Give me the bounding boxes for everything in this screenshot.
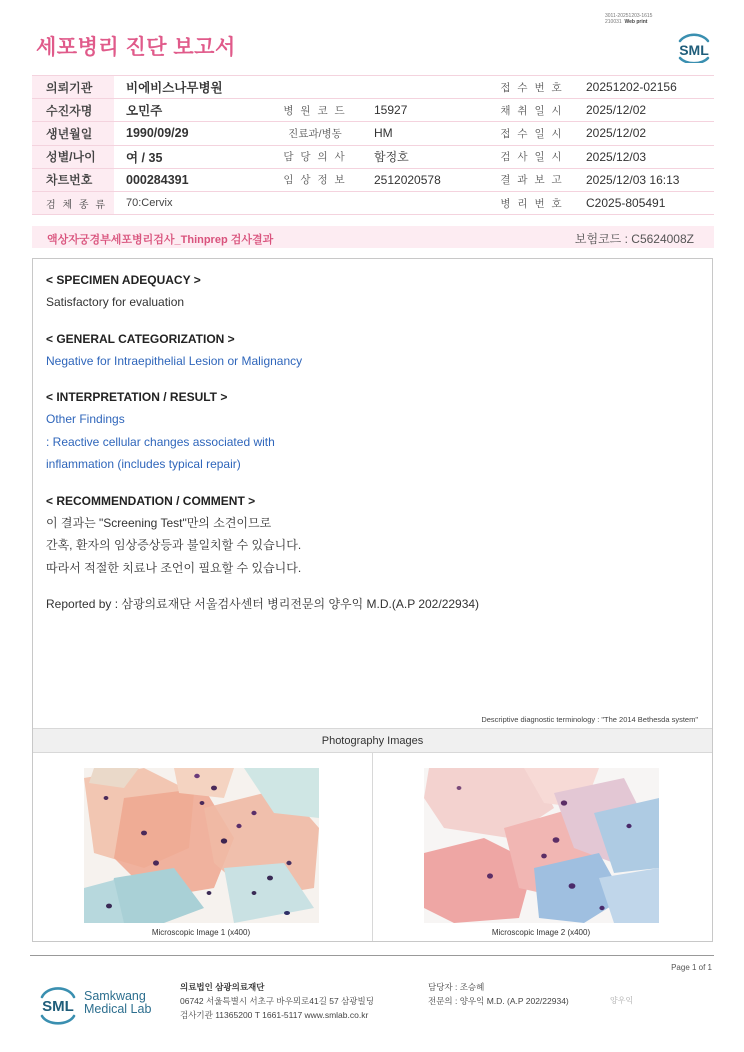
interpretation-line-2: : Reactive cellular changes associated with — [46, 434, 275, 449]
image-2-caption: Microscopic Image 2 (x400) — [491, 928, 591, 937]
table-row — [32, 145, 714, 168]
value-exam-date: 2025/12/03 — [574, 145, 714, 168]
microscopic-image-2 — [424, 768, 659, 923]
value-specimen-type: 70:Cervix — [114, 191, 490, 214]
label-department: 진료과/병동 — [268, 122, 362, 145]
label-specimen-type: 검 체 종 류 — [32, 191, 114, 214]
footer-contacts — [428, 980, 569, 1008]
print-meta — [605, 13, 652, 25]
categorization-heading: < GENERAL CATEGORIZATION > — [46, 331, 235, 346]
label-requester: 의뢰기관 — [32, 76, 114, 99]
photo-divider — [372, 753, 373, 941]
report-content — [46, 269, 686, 616]
brand-line-2: Medical Lab — [84, 1002, 152, 1016]
value-birth-date: 1990/09/29 — [114, 122, 268, 145]
label-accession-no: 접 수 번 호 — [490, 76, 574, 99]
footer-address — [180, 980, 374, 1022]
table-row — [32, 76, 714, 99]
page-title: 세포병리 진단 보고서 — [36, 36, 236, 59]
photo-section-header: Photography Images — [33, 728, 712, 753]
label-physician: 담 당 의 사 — [268, 145, 362, 168]
insurance-code: 보험코드 : C5624008Z — [574, 232, 694, 246]
label-collection-date: 채 취 일 시 — [490, 99, 574, 122]
label-sex-age: 성별/나이 — [32, 145, 114, 168]
label-exam-date: 검 사 일 시 — [490, 145, 574, 168]
recommendation-line-1: 이 결과는 "Screening Test"만의 소견이므로 — [46, 515, 272, 530]
image-1-caption: Microscopic Image 1 (x400) — [151, 928, 251, 937]
value-patient-name: 오민주 — [114, 99, 268, 122]
sml-footer-logo-text: SML — [42, 998, 74, 1015]
recommendation-heading: < RECOMMENDATION / COMMENT > — [46, 493, 256, 508]
manager-name: 담당자 : 조승혜 — [428, 982, 485, 992]
value-department: HM — [362, 122, 490, 145]
value-sex-age: 여 / 35 — [114, 145, 268, 168]
brand-line-1: Samkwang — [84, 989, 146, 1003]
value-collection-date: 2025/12/02 — [574, 99, 714, 122]
microscopic-image-1 — [84, 768, 319, 923]
table-row — [32, 168, 714, 191]
org-registration: 검사기관 11365200 T 1661-5117 www.smlab.co.kr — [180, 1010, 369, 1020]
adequacy-heading: < SPECIMEN ADEQUACY > — [46, 273, 201, 287]
label-clinical-info: 임 상 정 보 — [268, 168, 362, 191]
patient-info-table — [32, 75, 714, 215]
recommendation-line-3: 따라서 적절한 치료나 조언이 필요할 수 있습니다. — [46, 560, 302, 575]
report-box — [32, 258, 713, 942]
print-code: 210031 — [605, 19, 622, 25]
value-chart-no: 000284391 — [114, 168, 268, 191]
value-clinical-info: 2512020578 — [362, 168, 490, 191]
interpretation-heading: < INTERPRETATION / RESULT > — [46, 390, 228, 404]
doctor-signature: 양우익 — [610, 996, 634, 1005]
recommendation-line-2: 간혹, 환자의 임상증상등과 불일치할 수 있습니다. — [46, 538, 302, 552]
table-row — [32, 122, 714, 145]
label-pathology-no: 병 리 번 호 — [490, 191, 574, 214]
footer-divider — [30, 955, 714, 956]
table-row — [32, 191, 714, 214]
exam-bar — [32, 226, 714, 248]
interpretation-line-3: inflammation (includes typical repair) — [46, 457, 241, 471]
org-name: 의료법인 삼광의료재단 — [180, 982, 265, 992]
adequacy-text: Satisfactory for evaluation — [46, 295, 185, 309]
reported-by: Reported by : 삼광의료재단 서울검사센터 병리전문의 양우익 M.D.(A.P 202/22934) — [46, 597, 480, 611]
terminology-note: Descriptive diagnostic terminology : "The 2014 Bethesda system" — [481, 715, 698, 724]
value-requester: 비에비스나무병원 — [114, 76, 490, 99]
label-hospital-code: 병 원 코 드 — [268, 99, 362, 122]
label-birth-date: 생년월일 — [32, 122, 114, 145]
label-receipt-date: 접 수 일 시 — [490, 122, 574, 145]
value-hospital-code: 15927 — [362, 99, 490, 122]
exam-name: 액상자궁경부세포병리검사_Thinprep 검사결과 — [47, 234, 274, 246]
org-address: 06742 서울특별시 서초구 바우뫼로41길 57 삼광빌딩 — [180, 996, 374, 1006]
label-chart-no: 차트번호 — [32, 168, 114, 191]
print-label: Web print — [624, 19, 648, 25]
categorization-text: Negative for Intraepithelial Lesion or Malignancy — [46, 353, 303, 368]
value-physician: 함정호 — [362, 145, 490, 168]
doctor-name: 전문의 : 양우익 M.D. (A.P 202/22934) — [428, 996, 569, 1006]
value-accession-no: 20251202-02156 — [574, 76, 714, 99]
page-number: Page 1 of 1 — [671, 963, 712, 972]
sml-logo-text: SML — [679, 42, 709, 58]
table-row — [32, 99, 714, 122]
value-receipt-date: 2025/12/02 — [574, 122, 714, 145]
label-report-date: 결 과 보 고 — [490, 168, 574, 191]
interpretation-line-1: Other Findings — [46, 412, 125, 426]
brand-name — [84, 990, 151, 1016]
value-pathology-no: C2025-805491 — [574, 191, 714, 214]
print-id: 3011-20251203-1615 — [605, 13, 653, 19]
value-report-date: 2025/12/03 16:13 — [574, 168, 714, 191]
label-patient-name: 수진자명 — [32, 99, 114, 122]
sml-logo-icon — [674, 27, 714, 63]
sml-footer-logo-icon — [36, 981, 80, 1025]
